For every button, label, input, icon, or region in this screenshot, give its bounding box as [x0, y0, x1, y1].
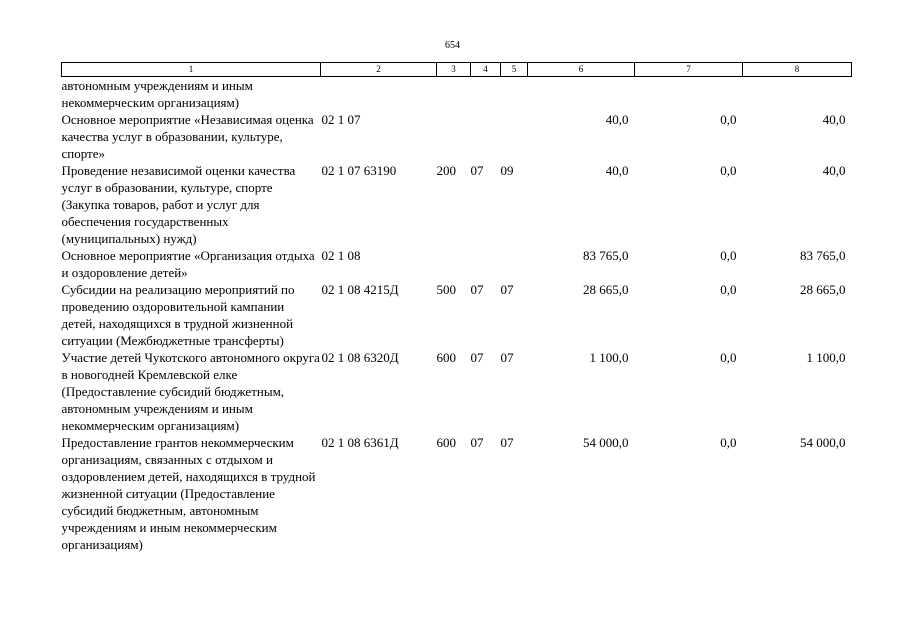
row-subsection	[501, 77, 528, 112]
row-subsection: 07	[500, 350, 514, 365]
row-section	[471, 111, 501, 162]
table-row	[62, 434, 852, 553]
column-header-6: 6	[528, 63, 635, 77]
row-name: Предоставление грантов некоммерческим организациям, связанных с отдыхом и оздоровлением детей, находящихся в трудной жизненной ситуации (Предоставление субсидий бюджетным, автономным учреждениям и иным некоммерческим организациям)	[61, 435, 316, 552]
row-name: Основное мероприятие «Организация отдыха и оздоровление детей»	[61, 248, 315, 280]
row-amount-col8	[743, 77, 852, 112]
row-name: автономным учреждениям и иным некоммерческим организациям)	[61, 78, 253, 110]
row-name: Основное мероприятие «Независимая оценка качества услуг в образовании, культуре, спорте»	[61, 112, 314, 161]
column-header-3: 3	[437, 63, 471, 77]
row-amount-col6: 40,0	[605, 163, 629, 178]
row-target-code: 02 1 08 4215Д	[321, 282, 399, 297]
row-target-code: 02 1 08 6361Д	[321, 435, 399, 450]
row-amount-col6: 28 665,0	[583, 282, 629, 297]
row-expense-type: 600	[436, 435, 456, 450]
row-target-code: 02 1 08	[321, 248, 361, 263]
column-header-1: 1	[62, 63, 321, 77]
row-amount-col6	[528, 77, 635, 112]
row-target-code: 02 1 07	[321, 112, 361, 127]
row-expense-type	[437, 247, 471, 281]
row-name: Проведение независимой оценки качества услуг в образовании, культуре, спорте (Закупка товаров, работ и услуг для обеспечения государственных (муниципальных) нужд)	[61, 163, 296, 246]
row-expense-type: 600	[436, 350, 456, 365]
row-section	[471, 77, 501, 112]
row-amount-col8: 28 665,0	[800, 282, 846, 297]
table-row	[62, 247, 852, 281]
row-expense-type	[437, 111, 471, 162]
column-header-8: 8	[743, 63, 852, 77]
column-header-2: 2	[321, 63, 437, 77]
row-amount-col8: 54 000,0	[800, 435, 846, 450]
column-header-5: 5	[501, 63, 528, 77]
row-amount-col6: 40,0	[605, 112, 629, 127]
row-section	[471, 247, 501, 281]
row-section: 07	[470, 350, 484, 365]
row-amount-col7: 0,0	[720, 112, 737, 127]
row-target-code: 02 1 08 6320Д	[321, 350, 399, 365]
page-number: 654	[445, 40, 460, 51]
row-subsection: 09	[500, 163, 514, 178]
row-amount-col6: 83 765,0	[583, 248, 629, 263]
row-expense-type	[437, 77, 471, 112]
row-target-code: 02 1 07 63190	[321, 163, 397, 178]
row-subsection	[501, 247, 528, 281]
row-amount-col7: 0,0	[720, 350, 737, 365]
row-section: 07	[470, 435, 484, 450]
column-number-row	[62, 63, 852, 77]
table-row	[62, 111, 852, 162]
row-amount-col7	[635, 77, 743, 112]
row-subsection	[501, 111, 528, 162]
row-amount-col6: 1 100,0	[589, 350, 629, 365]
row-amount-col8: 1 100,0	[806, 350, 846, 365]
budget-table	[61, 62, 852, 553]
row-amount-col6: 54 000,0	[583, 435, 629, 450]
table-row	[62, 349, 852, 434]
row-amount-col8: 40,0	[822, 163, 846, 178]
column-header-7: 7	[635, 63, 743, 77]
table-row	[62, 162, 852, 247]
row-amount-col7: 0,0	[720, 248, 737, 263]
row-amount-col7: 0,0	[720, 282, 737, 297]
row-expense-type: 500	[436, 282, 456, 297]
row-target-code	[321, 77, 437, 112]
row-expense-type: 200	[436, 163, 456, 178]
row-amount-col8: 83 765,0	[800, 248, 846, 263]
row-subsection: 07	[500, 282, 514, 297]
table-row	[62, 77, 852, 112]
column-header-4: 4	[471, 63, 501, 77]
row-name: Участие детей Чукотского автономного округа в новогодней Кремлевской елке (Предоставление субсидий бюджетным, автономным учреждениям и иным некоммерческим организациям)	[61, 350, 320, 433]
row-section: 07	[470, 282, 484, 297]
row-name: Субсидии на реализацию мероприятий по проведению оздоровительной кампании детей, находящихся в трудной жизненной ситуации (Межбюджетные трансферты)	[61, 282, 295, 348]
row-section: 07	[470, 163, 484, 178]
row-amount-col7: 0,0	[720, 163, 737, 178]
row-subsection: 07	[500, 435, 514, 450]
row-amount-col8: 40,0	[822, 112, 846, 127]
table-row	[62, 281, 852, 349]
row-amount-col7: 0,0	[720, 435, 737, 450]
